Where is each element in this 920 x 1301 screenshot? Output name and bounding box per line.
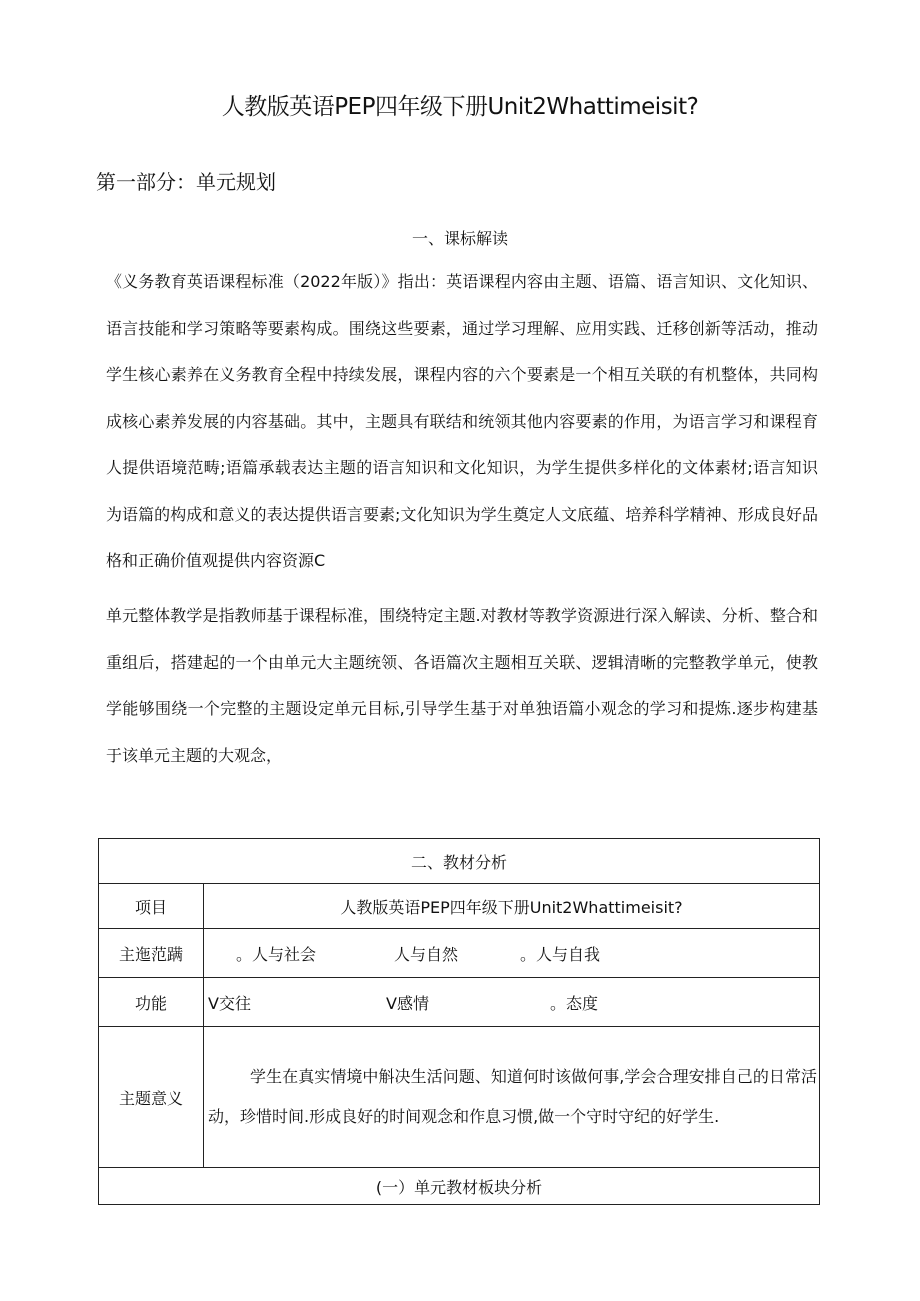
- table-row: [99, 1168, 820, 1205]
- scope-options: [204, 929, 820, 978]
- paragraph-standards: 《义务教育英语课程标准（2022年版）》指出：英语课程内容由主题、语篇、语言知识、文化知识、语言技能和学习策略等要素构成。围绕这些要素，通过学习理解、应用实践、迁移创新等活动，推动学生核心素养在义务教育全程中持续发展，课程内容的六个要素是一个相互关联的有机整体，共同构成核心素养发展的内容基础。其中，主题具有联结和统领其他内容要素的作用，为语言学习和课程育人提供语境范畴;语篇承载表达主题的语言知识和文化知识，为学生提供多样化的文体素材;语言知识为语篇的构成和意义的表达提供语言要素;文化知识为学生奠定人文底蕴、培养科学精神、形成良好品格和正确价值观提供内容资源C: [106, 272, 818, 570]
- scope-option-self: 。人与自我: [520, 944, 601, 964]
- function-options: [204, 978, 820, 1027]
- subsection-heading: (一）单元教材板块分析: [99, 1168, 820, 1205]
- item-label: 项目: [99, 884, 204, 929]
- table-row: [99, 978, 820, 1027]
- meaning-label: 主题意义: [99, 1027, 204, 1168]
- function-option-communication: V交往: [208, 993, 251, 1013]
- scope-option-nature: 人与自然: [394, 944, 459, 964]
- scope-option-society: 。人与社会: [236, 944, 317, 964]
- function-option-attitude: 。态度: [550, 993, 599, 1013]
- paragraph-unit-teaching: 单元整体教学是指教师基于课程标准，围绕特定主题.对教材等教学资源进行深入解读、分析、整合和重组后，搭建起的一个由单元大主题统领、各语篇次主题相互关联、逻辑清晰的完整教学单元，使教学能够围绕一个完整的主题设定单元目标,引导学生基于对单独语篇小观念的学习和提炼.逐步构建基于该单元主题的大观念，: [106, 606, 818, 765]
- table-heading: 二、教材分析: [99, 839, 820, 884]
- document-title: 人教版英语PEP四年级下册Unit2Whattimeisit?: [221, 94, 699, 120]
- textbook-analysis-table: [98, 838, 820, 1205]
- item-value: 人教版英语PEP四年级下册Unit2Whattimeisit?: [204, 884, 820, 929]
- table-row: [99, 884, 820, 929]
- table-row: [99, 929, 820, 978]
- table-row: [99, 1027, 820, 1168]
- function-label: 功能: [99, 978, 204, 1027]
- table-row: [99, 839, 820, 884]
- part-heading: 第一部分：单元规划: [96, 170, 276, 194]
- section-heading-standards: 一、课标解读: [411, 229, 508, 248]
- function-option-emotion: V感情: [386, 993, 429, 1013]
- scope-label: 主迤范蹒: [99, 929, 204, 978]
- meaning-cell: [204, 1027, 820, 1168]
- meaning-text: 学生在真实情境中斛决生活问题、知道何时该做何事,学会合理安排自己的日常活动，珍惜时间.形成良好的时间观念和作息习惯,做一个守时守纪的好学生.: [208, 1067, 817, 1126]
